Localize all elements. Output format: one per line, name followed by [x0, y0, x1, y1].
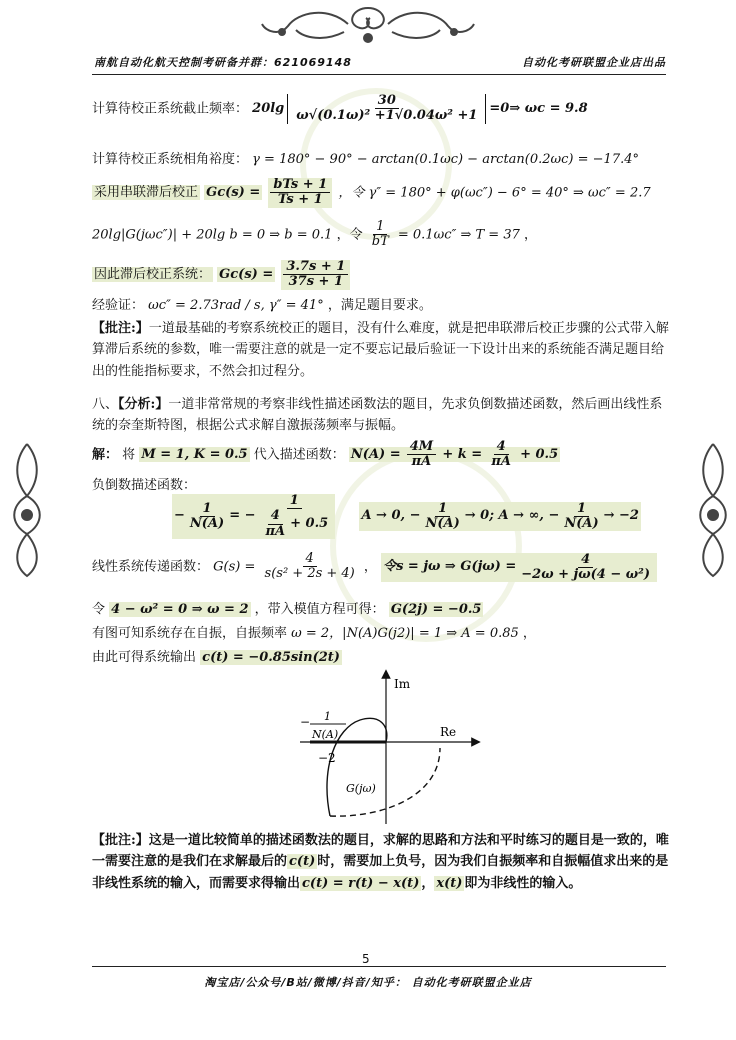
- text-label: 将: [122, 447, 136, 463]
- math-expr: → −2: [603, 508, 639, 524]
- text-label: 因此滞后校正系统：: [94, 267, 212, 283]
- text-label: 负倒数描述函数：: [92, 478, 197, 493]
- math-expr: Gc(s) =: [206, 185, 261, 201]
- math-expr: −: [174, 508, 185, 524]
- fraction-numerator: 3.7s + 1: [283, 260, 348, 275]
- fraction-denominator: Ts + 1: [277, 192, 323, 208]
- math-expr: ，令 γ″ = 180° + φ(ωc″) − 6° = 40° ⇒ ωc″ = 2.7: [338, 185, 651, 201]
- analysis-tag: 【分析:】: [118, 397, 169, 412]
- negative-reciprocal-formula: [172, 494, 641, 539]
- math-expr: 20lg|G(jωc″)| + 20lg b = 0 ⇒ b = 0.1: [92, 227, 333, 243]
- fraction-numerator: 1: [373, 220, 387, 235]
- text-label: 计算待校正系统截止频率：: [92, 101, 249, 117]
- lag-compensation-line: [92, 178, 651, 208]
- re-label: Re: [440, 725, 457, 739]
- math-expr: c(t): [289, 854, 316, 870]
- note-tag: 【批注:】: [92, 833, 149, 848]
- math-expr: c(t) = r(t) − x(t): [302, 875, 420, 891]
- fraction-numerator: 1: [574, 502, 589, 517]
- nyquist-diagram: [290, 668, 490, 828]
- math-expr: ωc″ = 2.73rad / s, γ″ = 41°: [148, 298, 324, 313]
- math-expr: =0⇒ ωc = 9.8: [489, 100, 588, 116]
- fraction-denominator: N(A): [189, 515, 225, 531]
- text-label: ，: [522, 626, 536, 641]
- math-expr: 20lg: [252, 100, 285, 116]
- math-expr: + 0.5: [520, 447, 559, 463]
- section-number: 八、: [92, 397, 119, 412]
- text-label: 经验证：: [92, 298, 145, 313]
- fraction-numerator: 1: [435, 502, 450, 517]
- frequency-solve-line: [92, 600, 483, 620]
- text-label: 代入描述函数：: [253, 447, 345, 463]
- footer-text: 淘宝店/公众号/B站/微博/抖音/知乎： 自动化考研联盟企业店: [204, 976, 532, 989]
- neg-reciprocal-minus: −: [300, 715, 311, 729]
- text-label: ，: [363, 559, 377, 575]
- fraction-denominator: −2ω + jω(4 − ω²): [521, 566, 650, 582]
- neg-reciprocal-num: 1: [324, 710, 331, 723]
- math-expr: Gc(s) =: [219, 267, 274, 283]
- text-label: ，带入模值方程可得：: [254, 602, 385, 617]
- annotation-note-2: [92, 830, 670, 894]
- fraction-numerator: 30: [375, 94, 399, 109]
- note-text: 即为非线性的输入。: [464, 875, 582, 891]
- math-expr: x(t): [436, 875, 463, 891]
- fraction-numerator: 1: [200, 502, 215, 517]
- fraction-numerator: 1: [287, 494, 302, 509]
- math-expr: c(t) = −0.85sin(2t): [202, 650, 340, 665]
- fraction-denominator: ω√(0.1ω)² +1√0.04ω² +1: [296, 108, 478, 124]
- parameter-b-line: [92, 220, 537, 250]
- output-line: [92, 648, 342, 668]
- self-oscillation-line: [92, 624, 536, 644]
- page-number: 5: [362, 952, 370, 966]
- note-text: ，: [421, 875, 435, 891]
- text-label: 线性系统传递函数：: [92, 559, 210, 575]
- math-expr: M = 1, K = 0.5: [141, 447, 248, 463]
- fraction-numerator: bTs + 1: [270, 178, 330, 193]
- fraction-denominator: s(s² + 2s + 4): [264, 566, 355, 582]
- fraction-numerator: 4: [578, 553, 593, 568]
- section-8-analysis: [92, 394, 670, 437]
- right-ornament-icon: [690, 440, 736, 580]
- analysis-text: 一道非常常规的考察非线性描述函数法的题目，先求负倒数描述函数，然后画出线性系统的奈奎斯特图，根据公式求解自激振荡频率与振幅。: [92, 397, 663, 434]
- math-expr: = 0.1ωc″ ⇒ T = 37: [397, 227, 520, 243]
- cutoff-frequency-line: [92, 94, 588, 124]
- text-label: ，令: [336, 227, 363, 243]
- math-expr: γ = 180° − 90° − arctan(0.1ωc) − arctan(0.2ωc) = −17.4°: [252, 152, 639, 167]
- fraction-numerator: 4: [303, 552, 317, 567]
- fraction-denominator: πA: [491, 454, 511, 470]
- g-jw-label: G(jω): [346, 782, 376, 795]
- fraction-denominator: N(A): [425, 515, 460, 531]
- left-ornament-icon: [4, 440, 50, 580]
- math-expr: G(2j) = −0.5: [390, 602, 482, 617]
- math-expr: + k =: [442, 447, 483, 463]
- math-expr: = −: [229, 508, 256, 524]
- compensator-result-line: [92, 260, 352, 290]
- header-divider: [92, 74, 666, 75]
- fraction-denominator: 37s + 1: [288, 274, 344, 290]
- math-expr: G(s) =: [213, 559, 256, 575]
- math-expr: A → 0, −: [361, 508, 421, 524]
- solution-label: 解：: [92, 447, 119, 463]
- text-label: ，满足题目要求。: [327, 298, 432, 313]
- text-label: 采用串联滞后校正: [94, 185, 199, 201]
- fraction-denominator: πA: [265, 523, 286, 539]
- header-left: 南航自动化航天控制考研备并群：621069148: [94, 56, 352, 69]
- neg-reciprocal-den: N(A): [312, 728, 339, 741]
- footer-divider: [92, 966, 666, 967]
- im-label: Im: [394, 677, 411, 691]
- fraction-numerator: 4: [494, 440, 509, 455]
- math-expr: 令s = jω ⇒ G(jω) =: [383, 559, 517, 575]
- solution-line: [92, 440, 560, 470]
- fraction-denominator: πA: [411, 454, 432, 470]
- linear-system-line: [92, 552, 657, 582]
- text-label: 由此可得系统输出: [92, 650, 197, 665]
- note-text: 时，需要加上负号，因为我们自振频率和自振幅值求出来的是非线性系统的输入，而需要求得输出: [92, 854, 669, 891]
- note-tag: 【批注:】: [92, 321, 149, 336]
- math-expr: + 0.5: [290, 515, 329, 531]
- math-expr: ω = 2，|N(A)G(j2)| = 1 ⇒ A = 0.85: [291, 626, 519, 641]
- text-label: 计算待校正系统相角裕度：: [92, 152, 249, 167]
- text-label: 令: [92, 602, 106, 617]
- text-label: 有图可知系统存在自振，自振频率: [92, 626, 288, 641]
- fraction-denominator: bT: [371, 234, 389, 250]
- fraction-denominator: N(A): [564, 515, 599, 531]
- fraction-numerator: 4M: [407, 440, 436, 455]
- minus-two-label: −2: [318, 751, 336, 765]
- math-expr: N(A) =: [350, 447, 401, 463]
- note-text: 这是一道比较简单的描述函数法的题目，求解的思路和方法和平时练习的题目是一致的，唯一需要注意的是我们在求解最后的: [92, 833, 669, 870]
- math-expr: → 0; A → ∞, −: [464, 508, 560, 524]
- annotation-note-1: [92, 318, 670, 382]
- note-text: 一道最基础的考察系统校正的题目，没有什么难度，就是把串联滞后校正步骤的公式带入解算滞后系统的参数，唯一需要注意的就是一定不要忘记最后验证一下设计出来的系统能否满足题目给出的性能指标要求，不然会扣过程分。: [92, 321, 669, 379]
- math-expr: 4 − ω² = 0 ⇒ ω = 2: [111, 602, 249, 617]
- top-ornament-icon: [248, 2, 488, 46]
- phase-margin-line: [92, 150, 639, 170]
- verification-line: [92, 296, 432, 316]
- text-label: ，: [524, 227, 538, 243]
- header-right: 自动化考研联盟企业店出品: [522, 56, 666, 69]
- fraction-numerator: 4: [268, 509, 283, 524]
